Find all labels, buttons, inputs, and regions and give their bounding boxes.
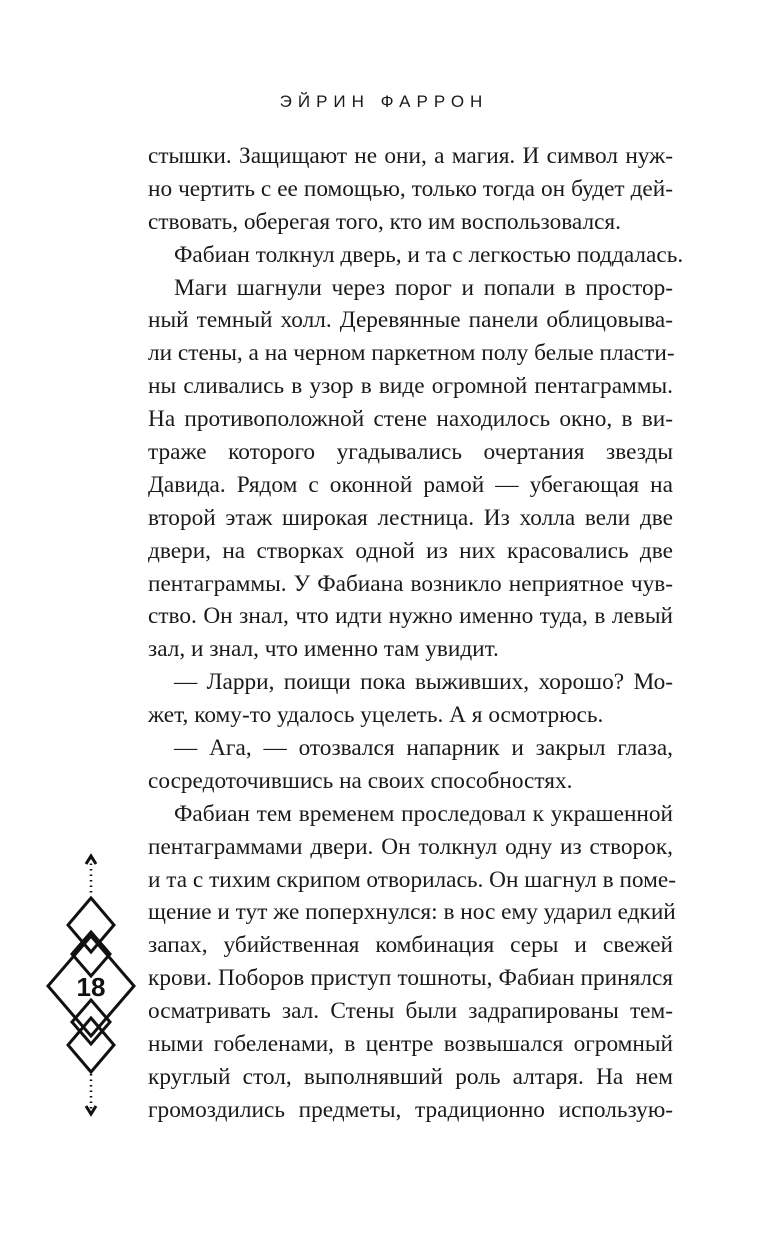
text-line: сосредоточившись на своих способностях. xyxy=(148,767,573,794)
text-line: ли стены, а на черном паркетном полу белые пласти- xyxy=(148,340,675,367)
text-line: крови. Поборов приступ тошноты, Фабиан принялся xyxy=(148,965,673,992)
text-line: ными гобеленами, в центре возвышался огромный xyxy=(148,1031,673,1058)
text-line: зал, и знал, что именно там увидит. xyxy=(148,636,499,663)
text-line: пентаграммы. У Фабиана возникло неприятное чув- xyxy=(148,570,673,597)
text-line: щение и тут же поперхнулся: в нос ему ударил едкий xyxy=(148,899,676,926)
text-line: Давида. Рядом с оконной рамой — убегающая на xyxy=(148,471,673,498)
text-line: и та с тихим скрипом отворилась. Он шагнул в поме- xyxy=(148,866,676,893)
text-line: но чертить с ее помощью, только тогда он будет дей- xyxy=(148,175,673,202)
text-line: Фабиан тем временем проследовал к украшенной xyxy=(174,800,673,827)
text-line: пентаграммами двери. Он толкнул одну из створок, xyxy=(148,833,673,860)
text-line: двери, на створках одной из них красовались две xyxy=(148,537,673,564)
body-text xyxy=(148,140,684,1127)
text-line: круглый стол, выполнявший роль алтаря. На нем xyxy=(148,1063,673,1090)
text-line: ство. Он знал, что идти нужно именно туда, в левый xyxy=(148,603,673,630)
text-line: ны сливались в узор в виде огромной пентаграммы. xyxy=(148,373,673,400)
text-line: ствовать, оберегая того, кто им воспользовался. xyxy=(148,208,621,235)
text-line: жет, кому-то удалось уцелеть. А я осмотрюсь. xyxy=(148,702,604,729)
text-line: Фабиан толкнул дверь, и та с легкостью поддалась. xyxy=(174,241,684,268)
text-line: стышки. Защищают не они, а магия. И символ нуж- xyxy=(148,143,673,169)
text-line: запах, убийственная комбинация серы и свежей xyxy=(148,932,673,959)
page-number: 18 xyxy=(76,972,106,1002)
text-line: — Ага, — отозвался напарник и закрыл глаза, xyxy=(174,735,673,762)
text-line: второй этаж широкая лестница. Из холла вели две xyxy=(148,504,673,531)
running-header-author: ЭЙРИН ФАРРОН xyxy=(279,92,489,111)
text-line: Маги шагнули через порог и попали в простор- xyxy=(174,274,673,301)
text-line: ный темный холл. Деревянные панели облицовыва- xyxy=(148,307,673,334)
text-line: громоздились предметы, традиционно использую- xyxy=(148,1096,673,1123)
text-line: траже которого угадывались очертания звезды xyxy=(148,439,673,466)
text-line: осматривать зал. Стены были задрапированы тем- xyxy=(148,998,673,1025)
text-line: — Ларри, поищи пока выживших, хорошо? Мо- xyxy=(174,669,673,696)
text-line: На противоположной стене находилось окно, в ви- xyxy=(148,406,673,433)
